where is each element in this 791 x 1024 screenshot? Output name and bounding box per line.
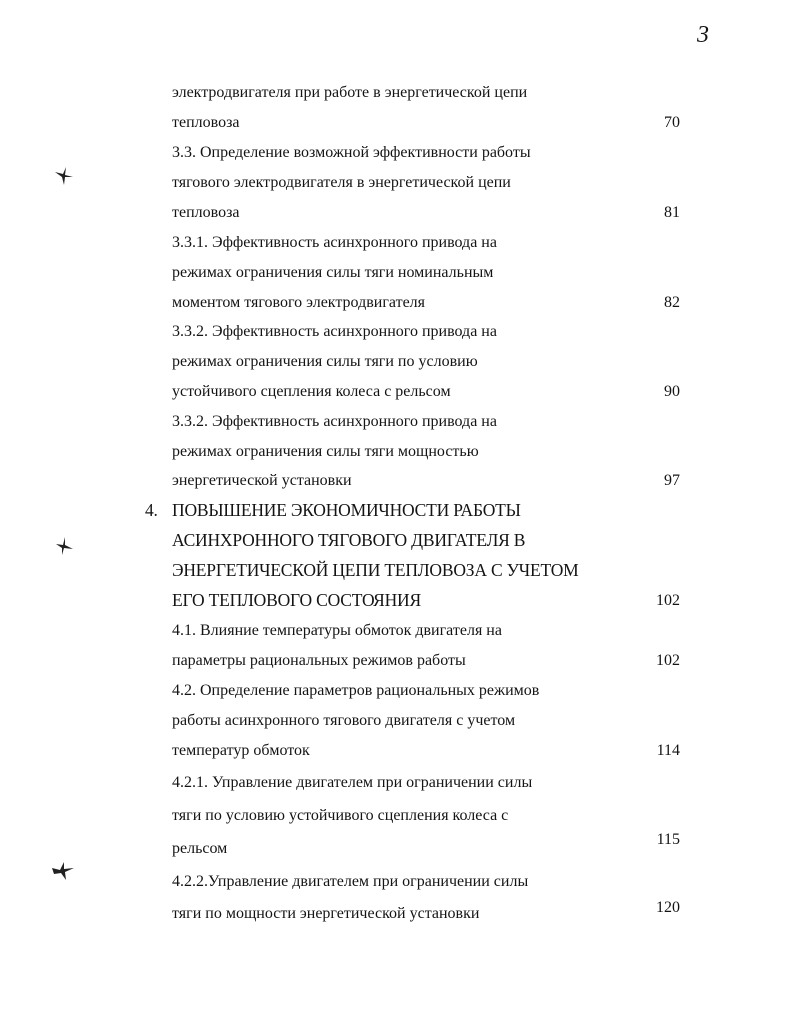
toc-page-number: 70 [664, 114, 680, 131]
scan-mark-icon [52, 534, 76, 558]
toc-line: 3.3. Определение возможной эффективности работы [172, 144, 531, 161]
toc-line: тепловоза [172, 204, 240, 221]
toc-line: тяги по мощности энергетической установки [172, 905, 480, 922]
toc-line: режимах ограничения силы тяги по условию [172, 353, 478, 370]
toc-line: электродвигателя при работе в энергетической цепи [172, 84, 528, 101]
toc-line: устойчивого сцепления колеса с рельсом [172, 383, 451, 400]
toc-page-number: 102 [656, 592, 680, 609]
toc-line: 4.2. Определение параметров рациональных режимов [172, 682, 540, 699]
chapter-title-line: ЭНЕРГЕТИЧЕСКОЙ ЦЕПИ ТЕПЛОВОЗА С УЧЕТОМ [172, 560, 579, 580]
chapter-title-line: ЕГО ТЕПЛОВОГО СОСТОЯНИЯ [172, 590, 421, 610]
toc-line: температур обмоток [172, 742, 310, 759]
toc-line: моментом тягового электродвигателя [172, 294, 426, 311]
toc-page-number: 81 [664, 204, 680, 221]
chapter-title-line: АСИНХРОННОГО ТЯГОВОГО ДВИГАТЕЛЯ В [172, 530, 526, 550]
toc-line: тягового электродвигателя в энергетической цепи [172, 174, 511, 191]
toc-page-number: 97 [664, 472, 680, 489]
toc-page-number: 114 [656, 742, 680, 759]
toc-line: 3.3.2. Эффективность асинхронного привода на [172, 323, 497, 340]
page-number: 3 [697, 22, 709, 48]
toc-line: 3.3.1. Эффективность асинхронного привода на [172, 234, 497, 251]
toc-line: 4.1. Влияние температуры обмоток двигателя на [172, 622, 502, 639]
toc-line: режимах ограничения силы тяги мощностью [172, 443, 479, 460]
toc-line: параметры рациональных режимов работы [172, 652, 466, 669]
scan-mark-icon [50, 860, 76, 882]
toc-line: 4.2.2.Управление двигателем при ограничении силы [172, 873, 529, 890]
toc-line: 4.2.1. Управление двигателем при ограничении силы [172, 774, 533, 791]
scan-mark-icon [52, 163, 76, 187]
toc-page-number: 90 [664, 383, 680, 400]
toc-line: тяги по условию устойчивого сцепления колеса с [172, 807, 509, 824]
toc-line: 3.3.2. Эффективность асинхронного привода на [172, 413, 497, 430]
toc-page-number: 82 [664, 294, 680, 311]
toc-line: энергетической установки [172, 472, 352, 489]
toc-page-number: 120 [656, 899, 680, 916]
toc-line: рельсом [172, 840, 228, 857]
toc-page-number: 102 [656, 652, 680, 669]
toc-line: тепловоза [172, 114, 240, 131]
toc-line: режимах ограничения силы тяги номинальным [172, 264, 494, 281]
chapter-number: 4. [145, 500, 158, 520]
toc-page-number: 115 [656, 831, 680, 848]
toc-line: работы асинхронного тягового двигателя с учетом [172, 712, 516, 729]
chapter-title-line: ПОВЫШЕНИЕ ЭКОНОМИЧНОСТИ РАБОТЫ [172, 500, 521, 520]
